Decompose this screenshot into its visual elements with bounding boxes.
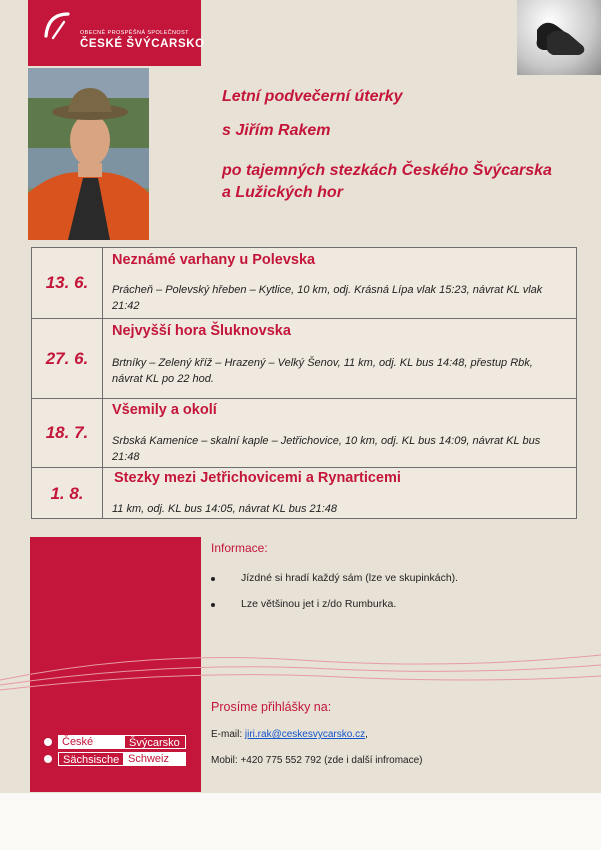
info-bullet: Jízdné si hradí každý sám (lze ve skupinkách). [241, 572, 459, 584]
email-link[interactable]: jiri.rak@ceskesvycarsko.cz [244, 729, 366, 740]
title-line-4: a Lužických hor [222, 184, 343, 201]
logo-small-text: OBECNĚ PROSPĚŠNÁ SPOLEČNOST [80, 30, 189, 36]
event-detail: Srbská Kamenice – skalní kaple – Jetřichovice, 10 km, odj. KL bus 14:09, návrat KL bus 21:48 [112, 435, 541, 463]
event-detail: Brtníky – Zelený kříž – Hrazený – Velký Šenov, 11 km, odj. KL bus 14:48, přestup Rbk, návrat KL po 22 hod. [112, 357, 533, 385]
phone-line: Mobil: +420 775 552 792 (zde i další infromace) [211, 755, 423, 766]
event-row [32, 398, 576, 467]
event-row [32, 318, 576, 398]
badge-dot-icon [44, 755, 52, 763]
logo-arc-icon [42, 8, 76, 42]
badge-svycarsko: Švýcarsko [124, 735, 186, 749]
hiking-shoes-image [517, 0, 601, 75]
info-title: Informace: [211, 541, 268, 555]
event-date: 13. 6. [32, 248, 103, 318]
event-detail: 11 km, odj. KL bus 14:05, návrat KL bus 21:48 [112, 503, 338, 515]
badge-ceske: České [58, 735, 124, 749]
event-row [32, 467, 576, 519]
decorative-curves-icon [0, 640, 601, 700]
signup-title: Prosíme přihlášky na: [211, 700, 332, 714]
event-title: Všemily a okolí [112, 402, 217, 418]
badge-dot-icon [44, 738, 52, 746]
organization-logo [28, 0, 205, 66]
event-title: Nejvyšší hora Šluknovska [112, 323, 291, 339]
bullet-icon [211, 603, 215, 607]
event-date: 27. 6. [32, 319, 103, 398]
bottom-strip [0, 793, 601, 850]
event-title: Neznámé varhany u Polevska [112, 252, 316, 268]
title-line-2: s Jiřím Rakem [222, 122, 331, 139]
bullet-icon [211, 577, 215, 581]
email-suffix: , [365, 729, 368, 740]
event-title: Stezky mezi Jetřichovicemi a Rynarticemi [114, 470, 401, 486]
email-line [211, 729, 368, 740]
logo-name: ČESKÉ ŠVÝCARSKO [80, 38, 205, 50]
info-bullet: Lze většinou jet i z/do Rumburka. [241, 598, 397, 610]
email-label: E-mail: [211, 729, 245, 740]
event-row [32, 248, 576, 318]
guide-photo [28, 68, 149, 240]
event-date: 1. 8. [32, 468, 103, 519]
title-line-1: Letní podvečerní úterky [222, 88, 403, 105]
badge-schweiz: Schweiz [124, 752, 186, 766]
title-line-3: po tajemných stezkách Českého Švýcarska [222, 162, 552, 179]
events-table [31, 247, 577, 519]
event-date: 18. 7. [32, 399, 103, 467]
badge-sachsische: Sächsische [58, 752, 124, 766]
event-detail: Prácheň – Polevský hřeben – Kytlice, 10 km, odj. Krásná Lípa vlak 15:23, návrat KL vlak 21:42 [112, 284, 543, 312]
